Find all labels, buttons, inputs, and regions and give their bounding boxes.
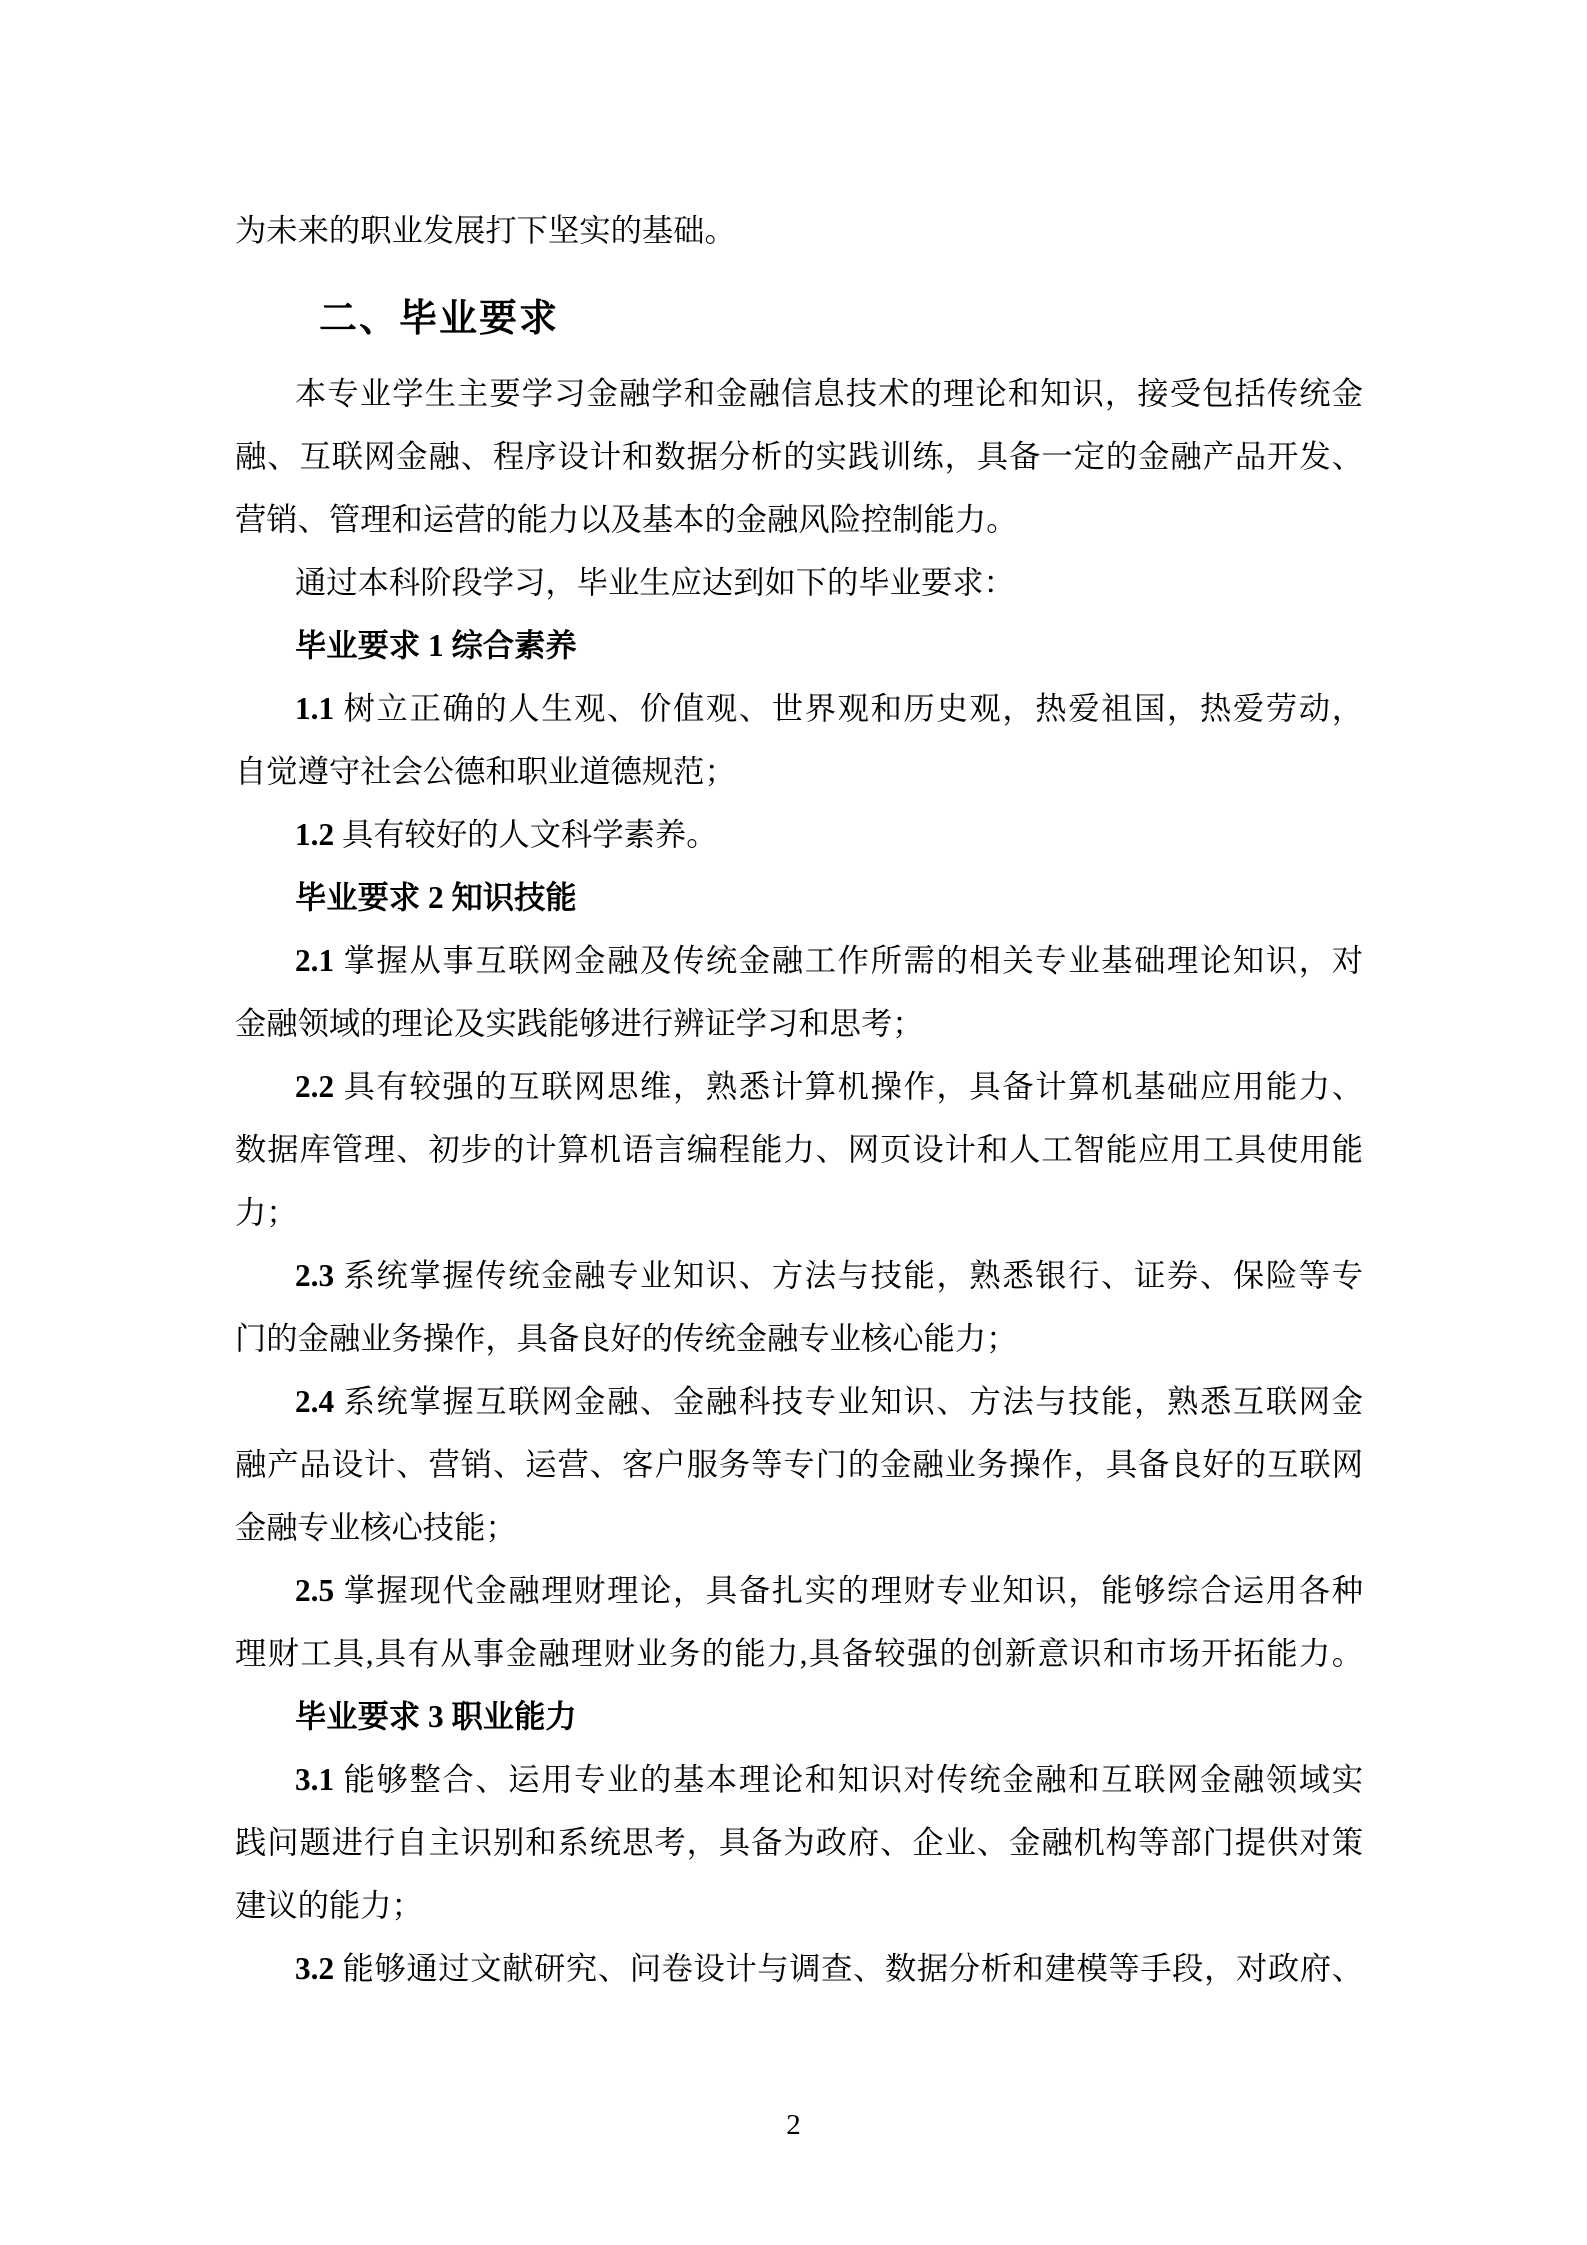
text-line: 3.1 能够整合、运用专业的基本理论和知识对传统金融和互联网金融领域实	[295, 1762, 1363, 1797]
text-line: 通过本科阶段学习，毕业生应达到如下的毕业要求：	[295, 565, 1015, 600]
section-heading: 二、毕业要求	[319, 298, 560, 340]
item-number: 2.2	[295, 1069, 335, 1104]
text-line: 力；	[235, 1195, 298, 1230]
paragraph	[235, 551, 1363, 614]
text-line: 2.1 掌握从事互联网金融及传统金融工作所需的相关专业基础理论知识，对	[295, 943, 1363, 978]
text-line: 自觉遵守社会公德和职业道德规范；	[235, 754, 736, 789]
numbered-paragraph	[235, 1055, 1363, 1244]
item-number: 2.1	[295, 943, 335, 978]
numbered-paragraph	[235, 1937, 1363, 2000]
item-number: 2.3	[295, 1258, 335, 1293]
text-line: 建议的能力；	[235, 1888, 423, 1923]
item-number: 2.5	[295, 1573, 335, 1608]
text-line: 为未来的职业发展打下坚实的基础。	[235, 213, 736, 248]
requirement-subheading: 毕业要求 1 综合素养	[295, 628, 577, 663]
text-line: 融、互联网金融、程序设计和数据分析的实践训练，具备一定的金融产品开发、	[235, 439, 1363, 474]
text-line: 2.4 系统掌握互联网金融、金融科技专业知识、方法与技能，熟悉互联网金	[295, 1384, 1363, 1419]
text-line: 金融专业核心技能；	[235, 1510, 517, 1545]
text-line: 营销、管理和运营的能力以及基本的金融风险控制能力。	[235, 502, 1018, 537]
numbered-paragraph	[235, 803, 1363, 866]
numbered-paragraph	[235, 1244, 1363, 1370]
text-line: 数据库管理、初步的计算机语言编程能力、网页设计和人工智能应用工具使用能	[235, 1132, 1363, 1167]
text-line: 理财工具,具有从事金融理财业务的能力,具备较强的创新意识和市场开拓能力。	[235, 1636, 1363, 1671]
text-line: 本专业学生主要学习金融学和金融信息技术的理论和知识，接受包括传统金	[295, 376, 1363, 411]
numbered-paragraph	[235, 1559, 1363, 1685]
page-number: 2	[786, 2109, 801, 2141]
item-number: 2.4	[295, 1384, 335, 1419]
text-line: 3.2 能够通过文献研究、问卷设计与调查、数据分析和建模等手段，对政府、	[295, 1951, 1363, 1986]
paragraph	[235, 362, 1363, 551]
item-number: 3.2	[295, 1951, 335, 1986]
text-line: 践问题进行自主识别和系统思考，具备为政府、企业、金融机构等部门提供对策	[235, 1825, 1363, 1860]
text-line: 2.2 具有较强的互联网思维，熟悉计算机操作，具备计算机基础应用能力、	[295, 1069, 1363, 1104]
numbered-paragraph	[235, 929, 1363, 1055]
requirement-subheading: 毕业要求 3 职业能力	[295, 1699, 577, 1734]
text-line: 2.3 系统掌握传统金融专业知识、方法与技能，熟悉银行、证券、保险等专	[295, 1258, 1363, 1293]
numbered-paragraph	[235, 1748, 1363, 1937]
text-line: 1.2 具有较好的人文科学素养。	[295, 817, 718, 852]
text-line: 门的金融业务操作，具备良好的传统金融专业核心能力；	[235, 1321, 1018, 1356]
item-number: 1.2	[295, 817, 335, 852]
requirement-subheading: 毕业要求 2 知识技能	[295, 880, 577, 915]
numbered-paragraph	[235, 677, 1363, 803]
text-line: 融产品设计、营销、运营、客户服务等专门的金融业务操作，具备良好的互联网	[235, 1447, 1363, 1482]
text-line: 金融领域的理论及实践能够进行辨证学习和思考；	[235, 1006, 924, 1041]
numbered-paragraph	[235, 1370, 1363, 1559]
item-number: 3.1	[295, 1762, 335, 1797]
text-line: 1.1 树立正确的人生观、价值观、世界观和历史观，热爱祖国，热爱劳动，	[295, 691, 1363, 726]
item-number: 1.1	[295, 691, 335, 726]
document-content	[235, 199, 1363, 2000]
paragraph	[235, 199, 1363, 262]
text-line: 2.5 掌握现代金融理财理论，具备扎实的理财专业知识，能够综合运用各种	[295, 1573, 1363, 1608]
